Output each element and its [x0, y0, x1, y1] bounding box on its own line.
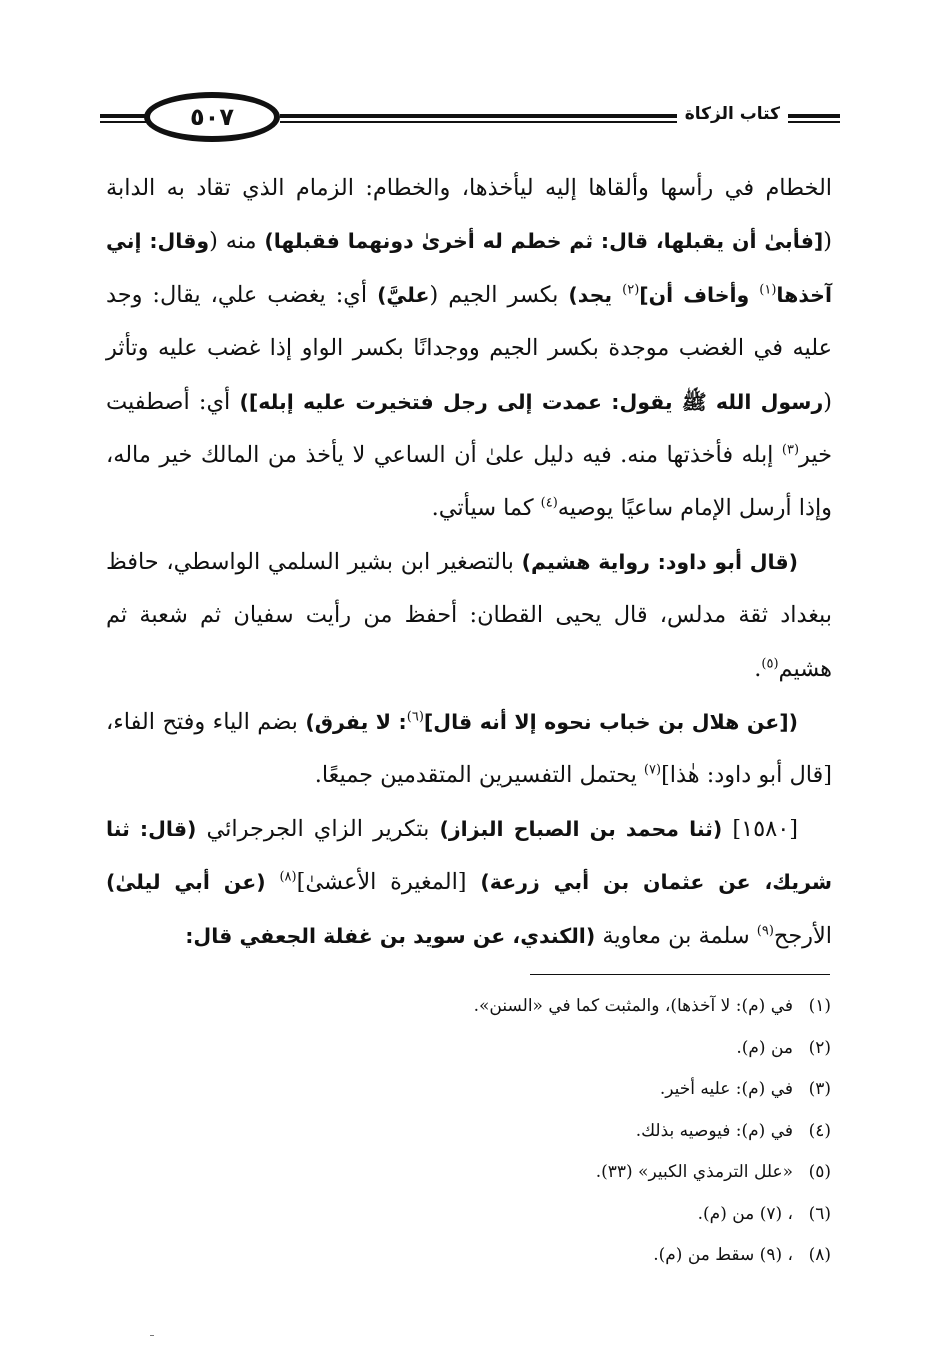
- text-run: بضم الياء وفتح الفاء، [قال أبو داود: هٰذا]: [106, 709, 832, 789]
- footnote-ref: (٣): [781, 442, 800, 458]
- quoted-text: وأخاف أن]: [639, 282, 760, 307]
- footnote-text: من (م).: [736, 1037, 793, 1058]
- paragraph: [106, 162, 832, 536]
- text-run: إبله فأخذتها منه. فيه دليل علىٰ أن الساعي لا يأخذ من المالك خير ماله، وإذا أرسل الإمام ساعيًا يوصيه: [106, 442, 832, 522]
- footnote: [231, 986, 831, 1028]
- footnote: [231, 1111, 831, 1153]
- footnote-ref: (١): [759, 282, 777, 298]
- footnote-separator: [530, 974, 830, 975]
- footnote-number: (٨): [808, 1245, 831, 1265]
- text-run: بالتصغير ابن بشير السلمي الواسطي، حافظ ببغداد ثقة مدلس، قال يحيى القطان: أحفظ من رأيت سفيان ثم شعبة ثم هشيم: [106, 548, 832, 682]
- text-run: الأرجح: [773, 922, 832, 949]
- footnote-ref: (٦): [406, 709, 424, 725]
- footnote: [231, 1152, 831, 1194]
- header-rule: [100, 121, 150, 123]
- text-run: الخطام في رأسها وألقاها إليه ليأخذها، والخطام: الزمام الذي تقاد به الدابة (: [106, 175, 832, 255]
- footnote-number: (٥): [808, 1162, 831, 1182]
- paragraph: [106, 536, 832, 696]
- text-run: أي: أصطفيت خير: [106, 388, 832, 469]
- footnote: [231, 1235, 831, 1277]
- text-run: بكسر الجيم (: [429, 281, 569, 308]
- text-run: منه (: [209, 228, 265, 255]
- text-run: سلمة بن معاوية: [595, 922, 757, 949]
- paragraph: [106, 696, 832, 803]
- footnote: [231, 1028, 831, 1070]
- page-header: [100, 86, 840, 158]
- quoted-text: : لا يفرق): [305, 710, 407, 735]
- footnote-text: في (م): فيوصيه بذلك.: [635, 1120, 793, 1141]
- main-text: [106, 162, 832, 963]
- footnote-number: (٤): [808, 1120, 831, 1141]
- quoted-text: (قال: ثنا شريك، عن عثمان بن أبي زرعة): [106, 816, 833, 895]
- footnote-text: «علل الترمذي الكبير» (٣٣).: [595, 1162, 793, 1182]
- footnotes-list: [231, 986, 831, 1277]
- page-number: ٥٠٧: [144, 92, 280, 142]
- footnote: [231, 1194, 831, 1236]
- quoted-text: رسول الله ﷺ يقول: عمدت إلى رجل فتخيرت عليه إبله]): [239, 389, 824, 414]
- text-run: يحتمل التفسيرين المتقدمين جميعًا.: [314, 762, 644, 789]
- quoted-text: يجد): [568, 282, 623, 307]
- quoted-text: (قال أبو داود: رواية هشيم): [521, 549, 798, 574]
- footnote-ref: (٢): [622, 282, 640, 298]
- text-run: .: [754, 655, 762, 682]
- footnote-text: ، (٧) من (م).: [697, 1203, 793, 1224]
- quoted-text: ([عن هلال بن خباب نحوه إلا أنه قال]: [423, 710, 799, 735]
- footnote-ref: (٥): [761, 656, 779, 672]
- footnote-text: في (م): لا آخذها)، والمثبت كما في «السنن».: [473, 996, 793, 1016]
- footnote: [231, 1069, 831, 1111]
- quoted-text: عليَّ): [377, 282, 430, 307]
- footnote-ref: (٤): [540, 495, 558, 511]
- footnote-number: (٢): [808, 1037, 831, 1058]
- text-run: [المغيرة الأعشىٰ]: [296, 869, 481, 896]
- footnote-number: (١): [808, 996, 831, 1016]
- footnote-text: ، (٩) سقط من (م).: [653, 1245, 793, 1265]
- text-run: أي: يغضب علي، يقال: وجد عليه في الغضب موجدة بكسر الجيم ووجدانًا بكسر الواو إذا غضب عليه وتأثر (: [106, 281, 832, 415]
- footnote-text: في (م): عليه أخير.: [659, 1079, 793, 1099]
- footnote-number: (٦): [808, 1203, 831, 1224]
- text-run: بتكرير الزاي الجرجرائي: [196, 815, 440, 842]
- footnote-number: (٣): [808, 1079, 831, 1099]
- quoted-text: (ثنا محمد بن الصباح البزاز): [439, 816, 723, 841]
- running-head-title: كتاب الزكاة: [677, 104, 788, 124]
- footnote-ref: (٧): [643, 763, 662, 778]
- scan-speck: [150, 1335, 154, 1336]
- quoted-text: (الكندي، عن سويد بن غفلة الجعفي قال:: [185, 923, 596, 948]
- paragraph: [106, 803, 832, 963]
- header-rule: [100, 114, 150, 118]
- hadith-number: [١٥٨٠]: [722, 815, 798, 842]
- quoted-text: (عن أبي ليلىٰ): [106, 870, 280, 895]
- footnote-ref: (٩): [756, 923, 774, 939]
- quoted-text: وقال: إني آخذها: [106, 229, 832, 307]
- quoted-text: [فأبىٰ أن يقبلها، قال: ثم خطم له أخرىٰ دونهما فقبلها): [264, 229, 824, 254]
- text-run: كما سيأتي.: [431, 495, 541, 522]
- footnote-ref: (٨): [279, 869, 297, 885]
